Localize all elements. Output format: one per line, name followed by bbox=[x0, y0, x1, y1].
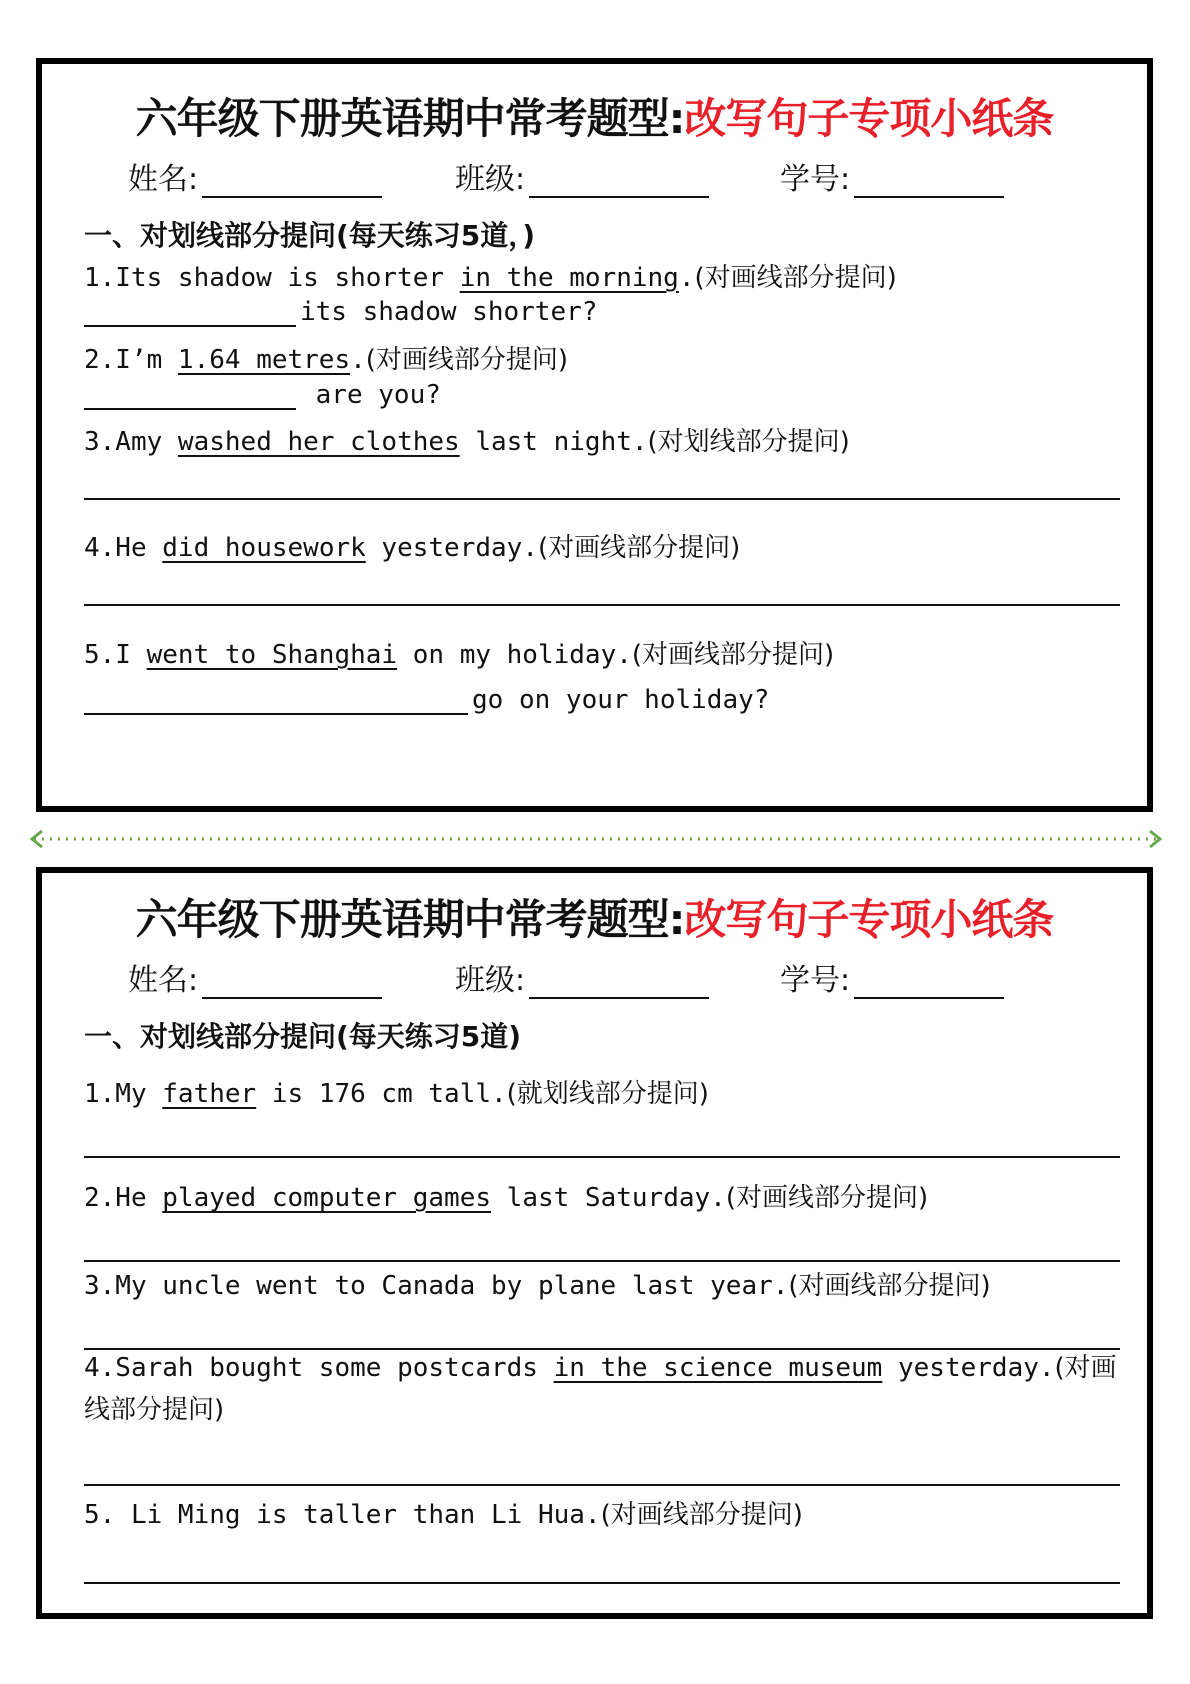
question-2: 2.He played computer games last Saturday.(对画线部分提问) bbox=[84, 1183, 929, 1213]
student-info-row bbox=[42, 154, 1147, 197]
question-2: 2.I’m 1.64 metres.(对画线部分提问) bbox=[84, 345, 569, 375]
name-field[interactable]: 姓名: bbox=[128, 955, 382, 999]
answer-line-4[interactable] bbox=[84, 1484, 1120, 1486]
section-heading: 一、对划线部分提问(每天练习5道) bbox=[84, 1020, 522, 1053]
class-field[interactable]: 班级: bbox=[455, 154, 709, 198]
question-3: 3.My uncle went to Canada by plane last year.(对画线部分提问) bbox=[84, 1271, 991, 1301]
answer-line-1[interactable] bbox=[84, 1156, 1120, 1158]
worksheet-card-1 bbox=[36, 58, 1153, 812]
answer-line-2[interactable] bbox=[84, 1260, 1120, 1262]
class-field[interactable]: 班级: bbox=[455, 955, 709, 999]
section-heading: 一、对划线部分提问(每天练习5道，) bbox=[84, 219, 536, 252]
student-id-field[interactable]: 学号: bbox=[780, 955, 1004, 999]
question-5: 5. Li Ming is taller than Li Hua.(对画线部分提问) bbox=[84, 1500, 803, 1530]
name-field[interactable]: 姓名: bbox=[128, 154, 382, 198]
question-1: 1.My father is 176 cm tall.(就划线部分提问) bbox=[84, 1079, 709, 1109]
question-4: 4.He did housework yesterday.(对画线部分提问) bbox=[84, 533, 741, 563]
answer-line-5[interactable] bbox=[84, 1582, 1120, 1584]
worksheet-title: 六年级下册英语期中常考题型:改写句子专项小纸条 bbox=[135, 94, 1054, 143]
question-4: 4.Sarah bought some postcards in the science museum yesterday.(对画线部分提问) bbox=[84, 1353, 1117, 1425]
answer-1[interactable]: its shadow shorter? bbox=[84, 297, 597, 327]
answer-line-3[interactable] bbox=[84, 498, 1120, 500]
answer-5[interactable]: go on your holiday? bbox=[84, 685, 769, 715]
answer-2[interactable]: are you? bbox=[84, 380, 441, 410]
cut-line-divider bbox=[28, 828, 1164, 850]
question-3: 3.Amy washed her clothes last night.(对划线部分提问) bbox=[84, 427, 850, 457]
worksheet-title: 六年级下册英语期中常考题型:改写句子专项小纸条 bbox=[135, 895, 1054, 944]
question-5: 5.I went to Shanghai on my holiday.(对画线部分提问) bbox=[84, 640, 835, 670]
arrow-left-icon bbox=[32, 831, 42, 847]
question-1: 1.Its shadow is shorter in the morning.(对画线部分提问) bbox=[84, 263, 897, 293]
worksheet-card-2 bbox=[36, 867, 1153, 1619]
answer-line-4[interactable] bbox=[84, 604, 1120, 606]
student-id-field[interactable]: 学号: bbox=[780, 154, 1004, 198]
student-info-row bbox=[42, 955, 1147, 998]
